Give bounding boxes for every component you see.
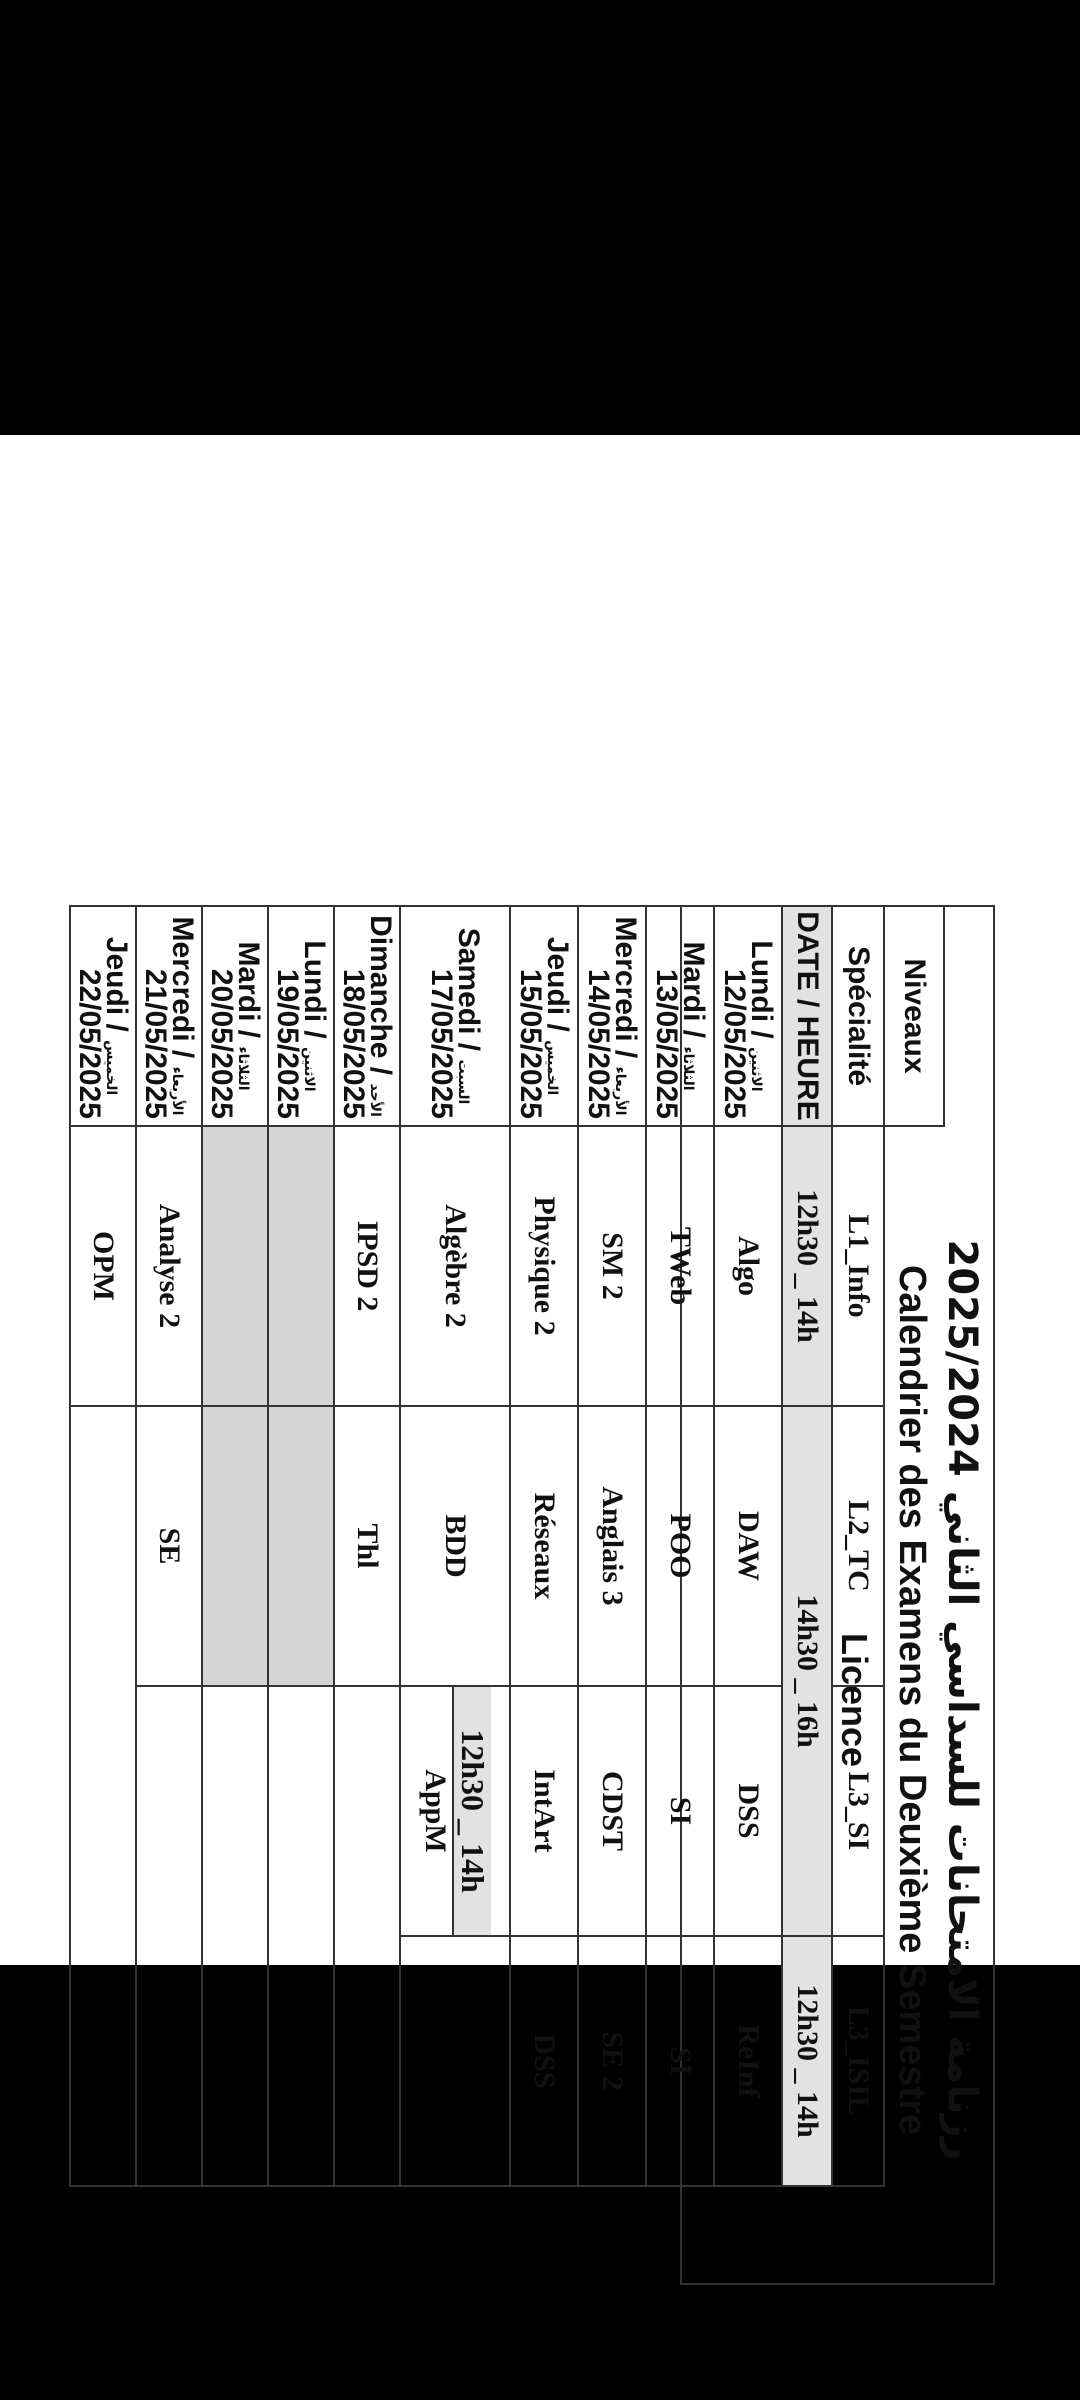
day-cell: Jeudi / الخميس 15/05/2025 [510, 906, 578, 1126]
exam-cell: POO [646, 1406, 714, 1686]
day-cell: Dimanche / الأحد 18/05/2025 [334, 906, 400, 1126]
table-row [646, 906, 714, 2186]
niveaux-label: Niveaux [884, 906, 944, 1126]
time-l1: 12h30 _ 14h [782, 1126, 832, 1406]
day-cell: Mercredi / الأربعاء 21/05/2025 [136, 906, 202, 1126]
cycle-licence: Licence [834, 1632, 875, 1768]
day-cell: Mardi / الثلاثاء 13/05/2025 [646, 906, 714, 1126]
table-row [400, 906, 510, 2186]
time-l3si-late: 12h30 _ 14h [453, 1687, 492, 1935]
spec-l3-isil: L3_ISIL [832, 1936, 884, 2186]
table-row [782, 906, 832, 2186]
exam-cell: BDD [400, 1406, 510, 1686]
exam-cell: DSS [714, 1686, 782, 1936]
document-page [0, 435, 1080, 2161]
exam-cell: IPSD 2 [334, 1126, 400, 1406]
time-l3isil: 12h30 _ 14h [782, 1936, 832, 2186]
title-arabic: رزنامة الامتحانات للسداسي الثاني 2025/2024 [939, 1239, 985, 2161]
exam-cell-empty [202, 1406, 268, 1686]
exam-cell: CDST [578, 1686, 646, 1936]
table-row [510, 906, 578, 2186]
exam-table [69, 905, 945, 2187]
exam-cell: ReInf [714, 1936, 782, 2186]
exam-cell: Réseaux [510, 1406, 578, 1686]
spec-l3-si: L3_SI [832, 1686, 884, 1936]
table-row [832, 906, 884, 2186]
table-row [202, 906, 268, 2186]
exam-cell-empty [268, 1126, 334, 1406]
table-row [268, 906, 334, 2186]
specialite-label: Spécialité [832, 906, 884, 1126]
day-cell: Mardi / الثلاثاء 20/05/2025 [202, 906, 268, 1126]
day-cell: Lundi / الاثنين 12/05/2025 [714, 906, 782, 1126]
day-cell: Lundi / الاثنين 19/05/2025 [268, 906, 334, 1126]
exam-cell: SM 2 [578, 1126, 646, 1406]
exam-cell: TWeb [646, 1126, 714, 1406]
day-cell: Jeudi / الخميس 22/05/2025 [70, 906, 136, 1126]
exam-cell: Anglais 3 [578, 1406, 646, 1686]
table-row [578, 906, 646, 2186]
spec-l2-tc: L2_TC [832, 1406, 884, 1686]
exam-cell: SE 2 [578, 1936, 646, 2186]
time-l2-l3si: 14h30 _ 16h [782, 1406, 832, 1936]
spec-l1-info: L1_Info [832, 1126, 884, 1406]
exam-cell: SI [646, 1936, 714, 2186]
rotated-calendar [15, 905, 995, 2285]
exam-cell: Algèbre 2 [400, 1126, 510, 1406]
exam-cell-empty [202, 1126, 268, 1406]
exam-cell: 12h30 _ 14h AppM [400, 1686, 510, 1936]
exam-cell: Analyse 2 [136, 1126, 202, 1406]
exam-cell: DAW [714, 1406, 782, 1686]
exam-cell: SE [136, 1406, 202, 1686]
table-row [334, 906, 400, 2186]
exam-cell: SI [646, 1686, 714, 1936]
exam-cell: Algo [714, 1126, 782, 1406]
date-heure-label: DATE / HEURE [782, 906, 832, 1126]
exam-cell-empty [268, 1406, 334, 1686]
exam-cell: IntArt [510, 1686, 578, 1936]
exam-cell: Physique 2 [510, 1126, 578, 1406]
title-french: Calendrier des Examens du Deuxième Semestre [891, 1264, 933, 2136]
table-row [714, 906, 782, 2186]
day-cell: Mercredi / الأربعاء 14/05/2025 [578, 906, 646, 1126]
table-row [884, 906, 944, 2186]
exam-cell: Thl [334, 1406, 400, 1686]
exam-cell: DSS [510, 1936, 578, 2186]
table-row [70, 906, 136, 2186]
table-row [136, 906, 202, 2186]
exam-cell: OPM [70, 1126, 136, 1406]
day-cell: Samedi / السبت 17/05/2025 [400, 906, 510, 1126]
